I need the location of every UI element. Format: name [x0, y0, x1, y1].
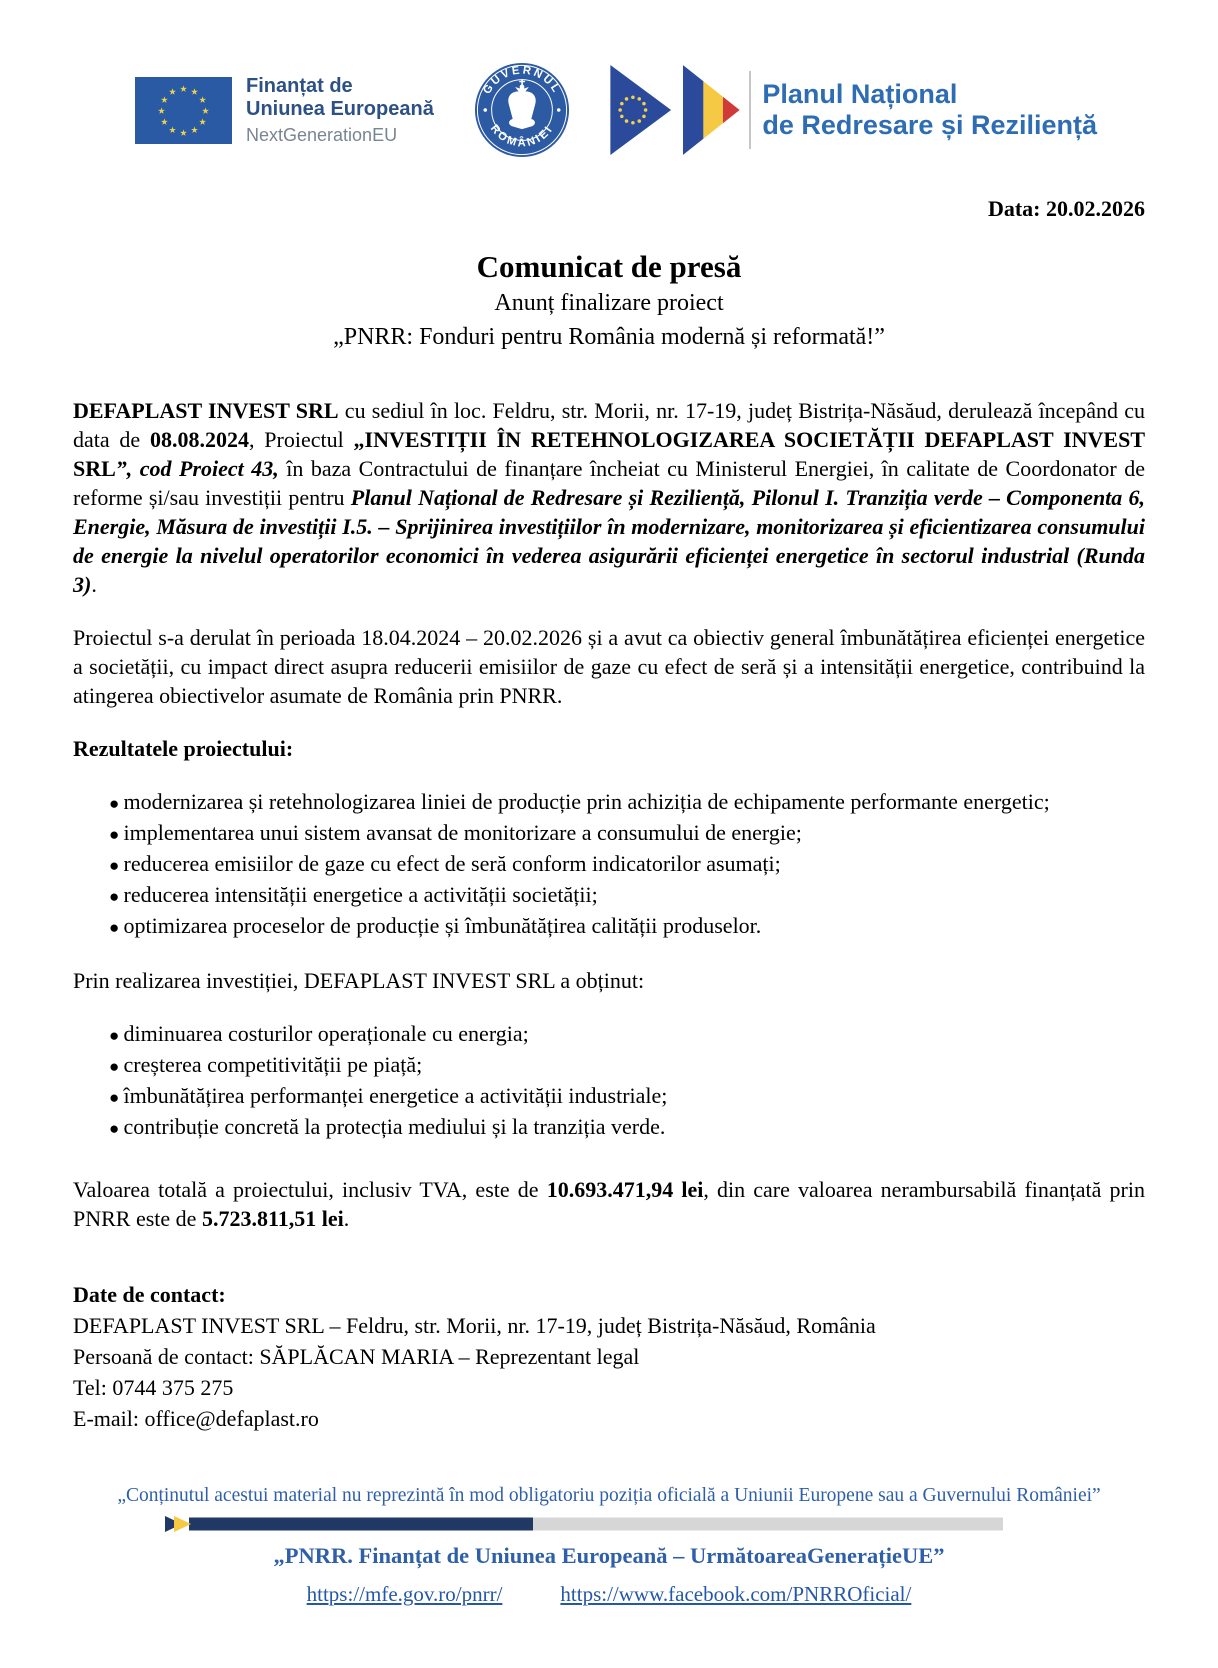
intro-seg4: . [91, 572, 97, 597]
intro-seg2: , Proiectul [249, 427, 354, 452]
list-item: ● diminuarea costurilor operaționale cu energia; [109, 1019, 1145, 1050]
obtained-intro: Prin realizarea investiției, DEFAPLAST INVEST SRL a obținut: [73, 968, 645, 993]
logo-divider [749, 71, 751, 149]
contact-email: E-mail: office@defaplast.ro [73, 1406, 319, 1431]
value-seg1: Valoarea totală a proiectului, inclusiv TVA, este de [73, 1177, 547, 1202]
pnrr-logo-text-line2: de Redresare și Reziliență [762, 110, 1097, 140]
list-item: ● modernizarea și retehnologizarea liniei de producție prin achiziția de echipamente performante energetic; [109, 787, 1145, 818]
intro-paragraph [73, 396, 1145, 599]
program-name: Planul Național de Redresare și Reziliență, Pilonul I. Tranziția verde – Componenta 6, Energie, Măsura de investiții I.5. – Sprijinirea investițiilor în modernizare, monitorizarea și eficientizarea consumului de energie la nivelul operatorilor economici în vederea asigurării eficienței energetice în sectorul industrial (Runda 3) [73, 485, 1145, 597]
arrow-icon [174, 1516, 191, 1532]
grant-value: 5.723.811,51 lei [201, 1206, 344, 1231]
list-item: ● reducerea emisiilor de gaze cu efect de seră conform indicatorilor asumați; [109, 849, 1145, 880]
contact-phone: Tel: 0744 375 275 [73, 1375, 234, 1400]
subtitle-announcement: Anunț finalizare proiect [494, 290, 724, 316]
seal-arc-bottom-text: ROMÂNIEI [487, 122, 557, 150]
eu-funded-text-line1: Finanțat de [246, 74, 353, 97]
footer-divider-bar [165, 1516, 1035, 1532]
contact-section [73, 1279, 1145, 1434]
obtained-list [73, 1019, 1145, 1143]
value-seg2: , din care valoarea nerambursabilă finanțată prin PNRR este de [73, 1177, 1145, 1231]
intro-seg3: în baza Contractului de finanțare încheiat cu Ministerul Energiei, în calitate de Coordonator de reforme și/sau investiții pentru [73, 456, 1145, 510]
list-item: ● implementarea unui sistem avansat de monitorizare a consumului de energie; [109, 818, 1145, 849]
subtitle-slogan: „PNRR: Fonduri pentru România modernă și reformată!” [333, 324, 885, 350]
pnrr-logo [610, 63, 1097, 157]
contact-heading: Date de contact: [73, 1282, 226, 1307]
footer-disclaimer: „Conținutul acestui material nu reprezintă în mod obligatoriu poziția oficială a Uniunii Europene sau a Guvernului României” [117, 1485, 1101, 1506]
results-heading: Rezultatele proiectului: [73, 736, 294, 761]
list-item: ● îmbunătățirea performanței energetice a activității industriale; [109, 1081, 1145, 1112]
seal-arc-top-text: GUVERNUL [481, 64, 564, 97]
pnrr-logo-text-line1: Planul Național [762, 79, 958, 109]
facebook-link[interactable]: https://www.facebook.com/PNRROficial/ [560, 1582, 912, 1606]
value-seg3: . [343, 1206, 350, 1231]
start-date: 08.08.2024 [150, 427, 249, 452]
eu-flag-icon [135, 77, 232, 144]
eu-funded-text-line2: Uniunea Europeană [246, 97, 434, 120]
mfe-link[interactable]: https://mfe.gov.ro/pnrr/ [306, 1582, 503, 1606]
company-name: DEFAPLAST INVEST SRL [73, 398, 339, 423]
list-item: ● reducerea intensității energetice a activității societății; [109, 880, 1145, 911]
pnrr-arrows-icon [610, 63, 740, 157]
government-seal-icon [473, 61, 571, 159]
logo-strip [73, 58, 1145, 162]
nextgeneu-text: NextGenerationEU [246, 124, 398, 145]
contact-address: DEFAPLAST INVEST SRL – Feldru, str. Morii, nr. 17-19, județ Bistrița-Năsăud, România [73, 1313, 876, 1338]
value-paragraph [73, 1175, 1145, 1233]
list-item: ● contribuție concretă la protecția mediului și la tranziția verde. [109, 1112, 1145, 1143]
document-date: Data: 20.02.2026 [987, 196, 1145, 221]
project-code: ”, cod Proiect 43, [115, 456, 279, 481]
eu-funded-logo [135, 75, 434, 146]
project-title: „INVESTIȚII ÎN RETEHNOLOGIZAREA SOCIETĂȚII DEFAPLAST INVEST SRL [73, 427, 1145, 481]
contact-person: Persoană de contact: SĂPLĂCAN MARIA – Reprezentant legal [73, 1344, 640, 1369]
footer-slogan: „PNRR. Finanțat de Uniunea Europeană – UrmătoareaGenerațieUE” [273, 1543, 945, 1568]
period-paragraph: Proiectul s-a derulat în perioada 18.04.2024 – 20.02.2026 și a avut ca obiectiv general îmbunătățirea eficienței energetice a societății, cu impact direct asupra reducerii emisiilor de gaze cu efect de seră și a intensității energetice, contribuind la atingerea obiectivelor asumate de România prin PNRR. [73, 625, 1145, 708]
total-value: 10.693.471,94 lei [546, 1177, 704, 1202]
list-item: ● creșterea competitivității pe piață; [109, 1050, 1145, 1081]
page-title: Comunicat de presă [476, 249, 742, 284]
results-list [73, 787, 1145, 942]
list-item: ● optimizarea proceselor de producție și îmbunătățirea calității produselor. [109, 911, 1145, 942]
footer-links [73, 1582, 1145, 1607]
intro-seg1: cu sediul în loc. Feldru, str. Morii, nr. 17-19, județ Bistrița-Năsăud, derulează începând cu data de [73, 398, 1145, 452]
